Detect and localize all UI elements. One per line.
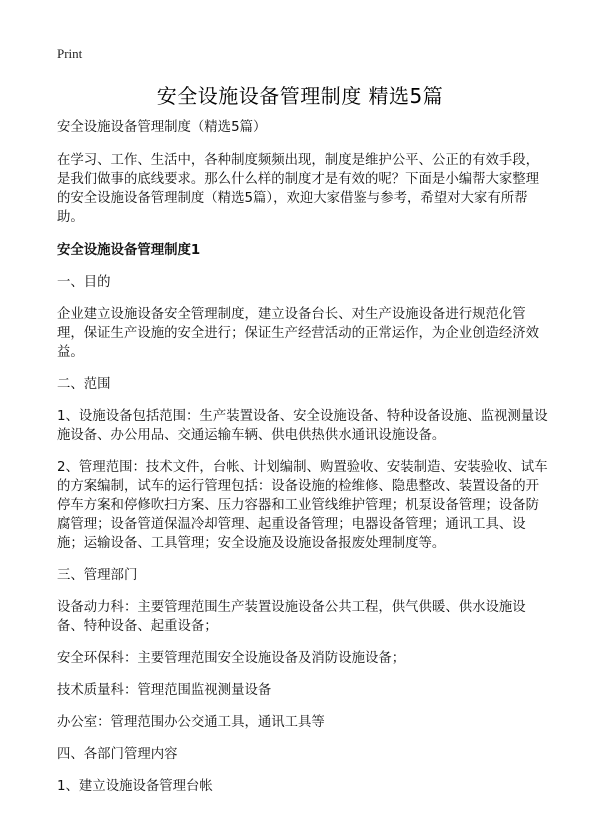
- purpose-heading: 一、目的: [57, 275, 111, 290]
- intro-paragraph: 在学习、工作、生活中，各种制度频频出现，制度是维护公平、公正的有效手段，是我们做事的底线要求。那么什么样的制度才是有效的呢？下面是小编帮大家整理的安全设施设备管理制度（精选5篇），欢迎大家借鉴与参考，希望对大家有所帮助。: [57, 153, 540, 225]
- page-title: 安全设施设备管理制度 精选5篇: [156, 84, 444, 108]
- purpose-paragraph: 企业建立设施设备安全管理制度，建立设备台长、对生产设施设备进行规范化管理，保证生产设施的安全进行；保证生产经营活动的正常运作，为企业创造经济效益。: [57, 307, 540, 360]
- document-body: [57, 118, 551, 809]
- departments-heading: 三、管理部门: [57, 568, 138, 583]
- dept-quality: 技术质量科：管理范围监视测量设备: [57, 683, 272, 698]
- dept-safety: 安全环保科：主要管理范围安全设施设备及消防设施设备；: [57, 651, 406, 666]
- print-link[interactable]: Print: [57, 46, 83, 61]
- section-heading: 安全设施设备管理制度1: [57, 243, 201, 258]
- scope-item-1: 1、设施设备包括范围：生产装置设备、安全设施设备、特种设备设施、监视测量设施设备、办公用品、交通运输车辆、供电供热供水通讯设施设备。: [57, 409, 548, 443]
- dept-power: 设备动力科：主要管理范围生产装置设施设备公共工程，供气供暖、供水设施设备、特种设备、起重设备；: [57, 600, 526, 634]
- document-subtitle: 安全设施设备管理制度（精选5篇）: [57, 120, 267, 135]
- dept-content-heading: 四、各部门管理内容: [57, 747, 178, 762]
- scope-item-2: 2、管理范围：技术文件，台帐、计划编制、购置验收、安装制造、安装验收、试车的方案编制，试车的运行管理包括：设备设施的检维修、隐患整改、装置设备的开停车方案和停修吹扫方案、压力容器和工业管线维护管理；机泵设备管理；设备防腐管理；设备管道保温冷却管理、起重设备管理；电器设备管理；通讯工具、设施；运输设备、工具管理；安全设施及设施设备报废处理制度等。: [57, 460, 548, 551]
- dept-office: 办公室：管理范围办公交通工具，通讯工具等: [57, 715, 325, 730]
- scope-heading: 二、范围: [57, 377, 111, 392]
- dept-content-item-1: 1、建立设施设备管理台帐: [57, 779, 213, 794]
